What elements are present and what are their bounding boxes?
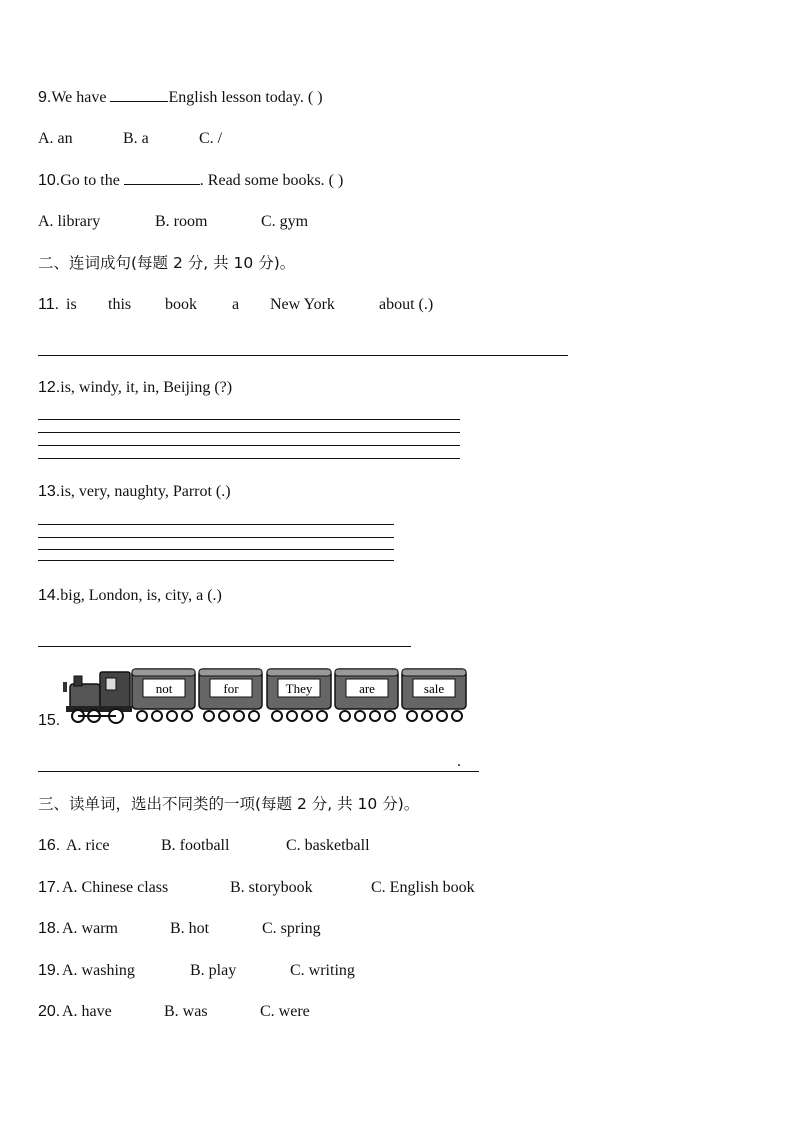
question-number: 17.	[38, 879, 61, 896]
question-text: is, windy, it, in, Beijing (?)	[60, 379, 233, 396]
locomotive-icon	[63, 672, 132, 723]
writing-line[interactable]	[38, 445, 460, 446]
option-b[interactable]: B. play	[190, 962, 237, 979]
question-number: 19.	[38, 962, 61, 979]
option-c[interactable]: C. writing	[290, 962, 355, 979]
option-a[interactable]: A. rice	[66, 837, 110, 854]
car-word: are	[359, 681, 375, 696]
option-b[interactable]: B. a	[123, 130, 149, 147]
answer-blank[interactable]	[110, 87, 168, 102]
train-illustration	[60, 664, 470, 726]
writing-line[interactable]	[38, 458, 460, 459]
answer-line[interactable]	[38, 646, 411, 647]
option-c[interactable]: C. /	[199, 130, 223, 147]
train-car	[402, 669, 466, 721]
train-car	[335, 669, 398, 721]
writing-line[interactable]	[38, 524, 394, 525]
question-number: 13.	[38, 483, 61, 500]
train-car	[267, 669, 331, 721]
question-text-post: English lesson today. ( )	[168, 89, 323, 106]
word-tile: New York	[270, 296, 335, 313]
question-number: 14.	[38, 587, 61, 604]
writing-line[interactable]	[38, 432, 460, 433]
question-number: 11.	[38, 296, 60, 313]
question-text: big, London, is, city, a (.)	[60, 587, 222, 604]
option-a[interactable]: A. library	[38, 213, 101, 230]
option-b[interactable]: B. hot	[170, 920, 210, 937]
option-b[interactable]: B. storybook	[230, 879, 313, 896]
option-a[interactable]: A. have	[62, 1003, 112, 1020]
option-c[interactable]: C. spring	[262, 920, 321, 937]
writing-line[interactable]	[38, 549, 394, 550]
car-word: sale	[423, 681, 445, 696]
question-14	[38, 586, 222, 606]
answer-blank[interactable]	[124, 170, 200, 185]
option-a[interactable]: A. washing	[62, 962, 135, 979]
word-tile: about (.)	[379, 296, 434, 313]
question-10	[38, 170, 343, 191]
option-a[interactable]: A. warm	[62, 920, 118, 937]
option-c[interactable]: C. were	[260, 1003, 310, 1020]
option-b[interactable]: B. was	[164, 1003, 208, 1020]
option-c[interactable]: C. basketball	[286, 837, 370, 854]
question-number: 10.	[38, 172, 61, 189]
writing-line[interactable]	[38, 419, 460, 420]
word-tile: is	[66, 296, 77, 313]
train-car	[132, 669, 195, 721]
car-word: not	[155, 681, 173, 696]
question-text: is, very, naughty, Parrot (.)	[60, 483, 231, 500]
word-tile: book	[165, 296, 197, 313]
car-word: for	[223, 681, 239, 696]
option-b[interactable]: B. football	[161, 837, 230, 854]
question-number: 16.	[38, 837, 61, 854]
answer-line[interactable]	[38, 771, 479, 772]
car-word: They	[285, 681, 313, 696]
option-a[interactable]: A. an	[38, 130, 73, 147]
section-heading-2: 二、连词成句(每题 2 分, 共 10 分)。	[38, 254, 296, 272]
question-text-pre: We have	[51, 89, 111, 106]
end-period: .	[457, 753, 461, 770]
section-heading-3: 三、读单词，选出不同类的一项(每题 2 分, 共 10 分)。	[38, 795, 420, 813]
option-b[interactable]: B. room	[155, 213, 208, 230]
question-13	[38, 482, 231, 502]
question-text-pre: Go to the	[60, 172, 124, 189]
question-12	[38, 378, 232, 398]
writing-line[interactable]	[38, 560, 394, 561]
option-c[interactable]: C. gym	[261, 213, 309, 230]
answer-line[interactable]	[38, 355, 568, 356]
question-number: 20.	[38, 1003, 61, 1020]
word-tile: a	[232, 296, 240, 313]
question-number: 12.	[38, 379, 61, 396]
question-number: 15.	[38, 712, 61, 729]
writing-line[interactable]	[38, 537, 394, 538]
option-c[interactable]: C. English book	[371, 879, 475, 896]
question-number: 18.	[38, 920, 61, 937]
question-number: 9.	[38, 89, 52, 106]
train-car	[199, 669, 262, 721]
question-text-post: . Read some books. ( )	[199, 172, 344, 189]
word-tile: this	[108, 296, 132, 313]
option-a[interactable]: A. Chinese class	[62, 879, 169, 896]
question-9	[38, 87, 323, 108]
